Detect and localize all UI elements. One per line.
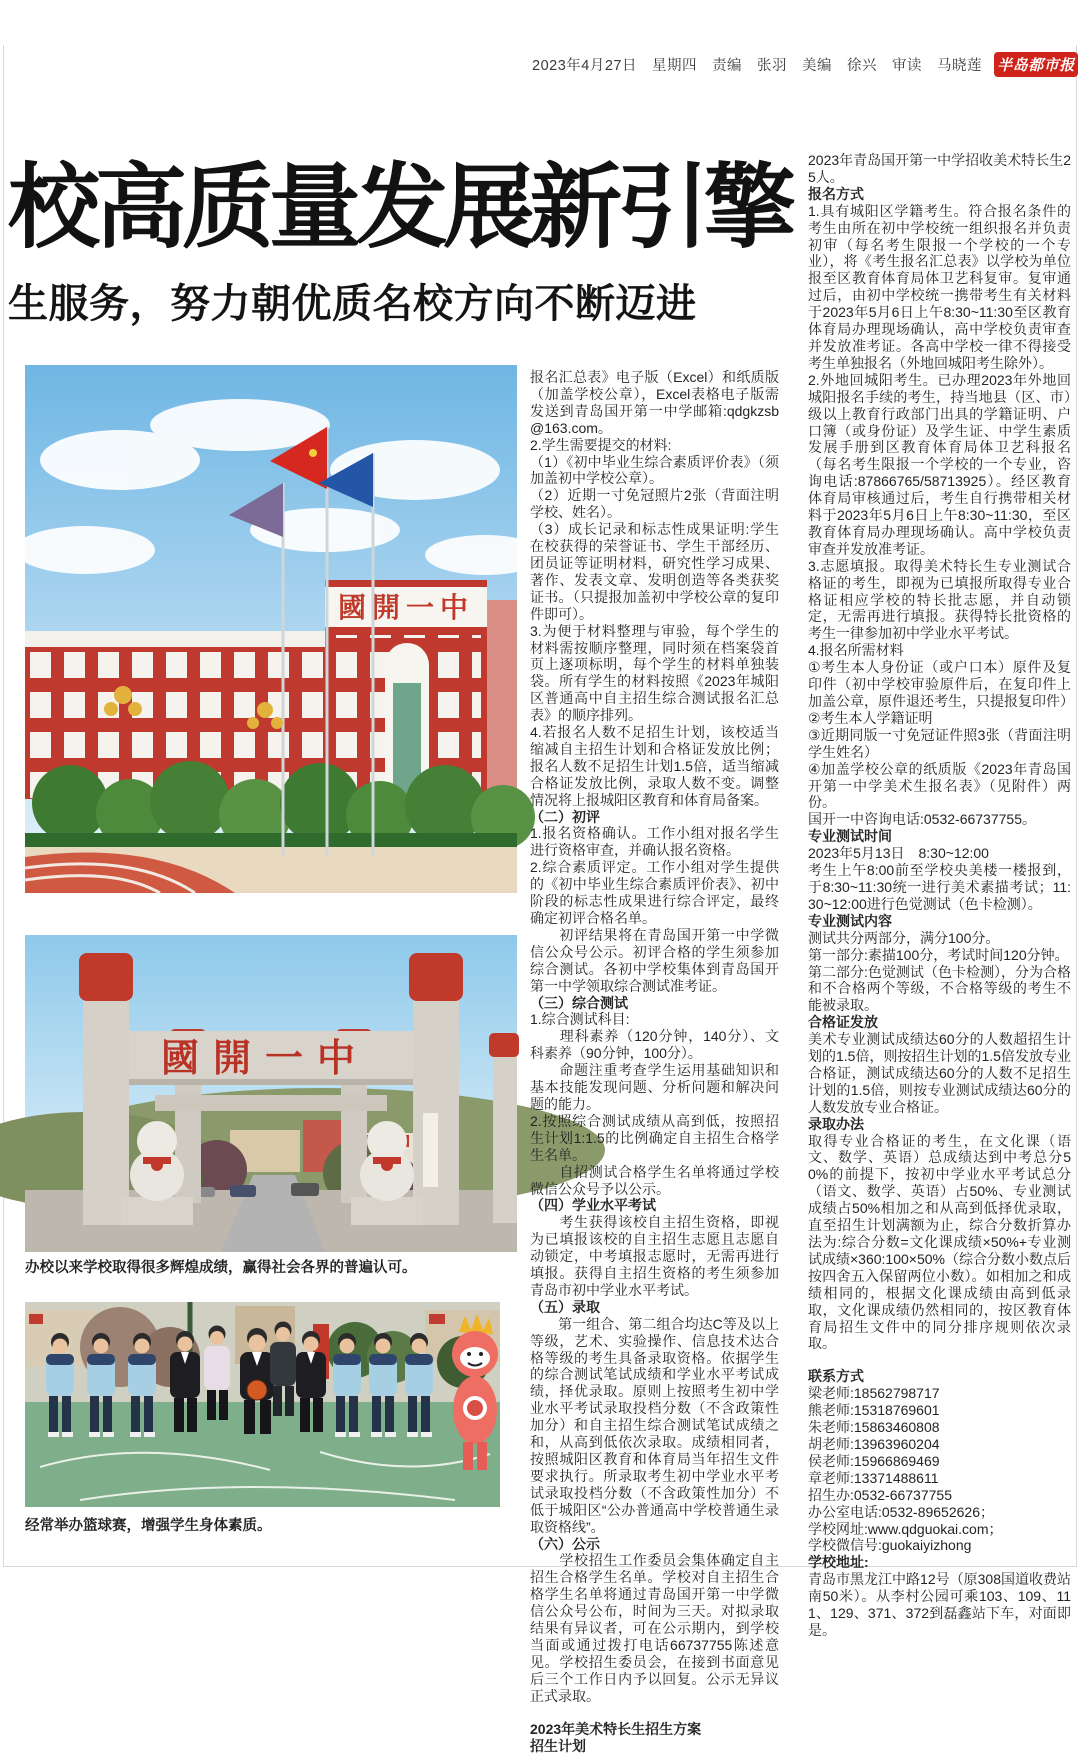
article-paragraph: 1.具有城阳区学籍考生。符合报名条件的考生由所在初中学校统一组织报名并负责初审（每名考生限报一个学校的一个专业），将《考生报名汇总表》以学校为单位报至区教育体育局体卫艺科复审。复审通过后，由初中学校统一携带考生有关材料于2023年5月6日上午8:30~11:30至区教育体育局办理现场确认，高中学校负责审查并发放准考证。各高中学校一律不得接受考生单独报名（外地回城阳考生除外）。 — [808, 203, 1071, 372]
article-paragraph: ④加盖学校公章的纸质版《2023年青岛国开第一中学美术生报名表》（见附件）两份。 — [808, 761, 1071, 812]
newspaper-masthead: 半岛都市报 — [994, 52, 1078, 77]
article-paragraph: 1.报名资格确认。工作小组对报名学生进行资格审查，并确认报名资格。 — [530, 825, 779, 859]
flag-star — [309, 449, 317, 457]
teachers-in-suits — [170, 1322, 326, 1435]
article-paragraph: 青岛市黑龙江中路12号（原308国道收费站南50米）。从李村公园可乘103、109、111、129、371、372到磊鑫站下车，对面即是。 — [808, 1571, 1071, 1639]
section-heading: 合格证发放 — [808, 1014, 1071, 1031]
article-paragraph: 招生办:0532-66737755 — [808, 1487, 1071, 1504]
article-paragraph: 理科素养（120分钟，140分）、文科素养（90分钟，100分）。 — [530, 1028, 779, 1062]
section-heading: （二）初评 — [530, 809, 779, 826]
article-paragraph: ③近期同版一寸免冠证件照3张（背面注明学生姓名） — [808, 727, 1071, 761]
sub-headline: 生服务，努力朝优质名校方向不断迈进 — [8, 272, 768, 329]
article-paragraph: 测试共分两部分，满分100分。 — [808, 930, 1071, 947]
section-heading: 录取办法 — [808, 1116, 1071, 1133]
section-heading: （六）公示 — [530, 1536, 779, 1553]
article-paragraph: 报名汇总表》电子版（Excel）和纸质版（加盖学校公章），Excel表格电子版需发送到青岛国开第一中学邮箱:qdgkzsb@163.com。 — [530, 369, 779, 437]
article-paragraph: （1）《初中毕业生综合素质评价表》（须加盖初中学校公章）。 — [530, 454, 779, 488]
page-border-right — [1076, 45, 1077, 1566]
article-paragraph: 2.综合素质评定。工作小组对学生提供的《初中毕业生综合素质评价表》、初中阶段的标志性成果进行综合评定，最终确定初评合格名单。 — [530, 859, 779, 927]
article-paragraph: 第二部分:色觉测试（色卡检测），分为合格和不合格两个等级，不合格等级的考生不能被录取。 — [808, 964, 1071, 1015]
article-paragraph: 学校微信号:guokaiyizhong — [808, 1537, 1071, 1554]
article-paragraph: 朱老师:15863460808 — [808, 1419, 1071, 1436]
section-heading: 专业测试时间 — [808, 828, 1071, 845]
article-paragraph: （2）近期一寸免冠照片2张（背面注明学校、姓名）。 — [530, 487, 779, 521]
article-paragraph: 2.外地回城阳考生。已办理2023年外地回城阳报名手续的考生，持当地县（区、市）级以上教育行政部门出具的学籍证明、户口簿（或身份证）及学生证、中学生素质发展手册到区教育体育局体卫艺科报名（每名考生限报一个学校的一个专业，咨询电话:87866765/58713925）。经区教育体育局审核通过后，考生自行携带相关材料于2023年5月6日上午8:30~11:30，至区教育体育局办理现场确认。高中学校负责审查并发放准考证。 — [808, 372, 1071, 558]
caption-basketball-photo: 经常举办篮球赛，增强学生身体素质。 — [25, 1514, 500, 1535]
section-heading: （三）综合测试 — [530, 995, 779, 1012]
article-paragraph: 胡老师:13963960204 — [808, 1436, 1071, 1453]
article-paragraph: 考生上午8:00前至学校央美楼一楼报到，于8:30~11:30统一进行美术素描考试；11:30~12:00进行色觉测试（色卡检测）。 — [808, 862, 1071, 913]
section-heading: 学校地址: — [808, 1554, 1071, 1571]
article-paragraph: 章老师:13371488611 — [808, 1470, 1071, 1487]
article-paragraph: 2.学生需要提交的材料: — [530, 437, 779, 454]
basketball — [247, 1380, 267, 1400]
photo-school-gate — [25, 935, 517, 1252]
article-paragraph: 办公室电话:0532-89652626； — [808, 1504, 1071, 1521]
section-heading: （四）学业水平考试 — [530, 1197, 779, 1214]
section-heading: 2023年美术特长生招生方案 — [530, 1721, 779, 1738]
main-headline: 校高质量发展新引擎 — [8, 160, 768, 258]
article-paragraph: 自招测试合格学生名单将通过学校微信公众号予以公示。 — [530, 1164, 779, 1198]
article-column-middle — [530, 369, 779, 1541]
article-paragraph: 1.综合测试科目: — [530, 1011, 779, 1028]
article-paragraph: 第一部分:素描100分，考试时间120分钟。 — [808, 947, 1071, 964]
building-sign-text: 國開一中 — [338, 592, 474, 624]
article-paragraph: 侯老师:15966869469 — [808, 1453, 1071, 1470]
page-header — [0, 50, 1078, 78]
article-paragraph: 熊老师:15318769601 — [808, 1402, 1071, 1419]
article-paragraph: 学校招生工作委员会集体确定自主招生合格学生名单。学校对自主招生合格学生名单将通过青岛国开第一中学微信公众号公布，时间为三天。对拟录取结果有异议者，可在公示期内，到学校当面或通过拨打电话66737755陈述意见。学校招生委员会，在接到书面意见后三个工作日内予以回复。公示无异议正式录取。 — [530, 1552, 779, 1704]
article-paragraph: 3.志愿填报。取得美术特长生专业测试合格证的考生，即视为已填报所取得专业合格证相应学校的特长批志愿，并自动锁定，无需再进行填报。获得特长批资格的考生一律参加初中学业水平考试。 — [808, 558, 1071, 643]
article-paragraph: 2023年5月13日 8:30~12:00 — [808, 845, 1071, 862]
article-paragraph: 2.按照综合测试成绩从高到低，按照招生计划1:1.5的比例确定自主招生合格学生名单。 — [530, 1113, 779, 1164]
article-paragraph: ①考生本人身份证（或户口本）原件及复印件（初中学校审验原件后，在复印件上加盖公章，原件退还考生，只提报复印件） — [808, 659, 1071, 710]
article-paragraph: （3）成长记录和标志性成果证明:学生在校获得的荣誉证书、学生干部经历、团员证等证明材料，研究性学习成果、著作、发表文章、发明创造等各类获奖证书。（只提报加盖初中学校公章的复印件即可）。 — [530, 521, 779, 622]
article-paragraph: 命题注重考查学生运用基础知识和基本技能发现问题、分析问题和解决问题的能力。 — [530, 1062, 779, 1113]
article-paragraph: 考生获得该校自主招生资格，即视为已填报该校的自主招生志愿且志愿自动锁定，中考填报志愿时，无需再进行填报。获得自主招生资格的考生须参加青岛市初中学业水平考试。 — [530, 1214, 779, 1299]
article-paragraph: 取得专业合格证的考生，在文化课（语文、数学、英语）总成绩达到中考总分50%的前提下，按初中学业水平考试总分（语文、数学、英语）占50%、专业测试成绩占50%相加之和从高到低择优录取，直至招生计划满额为止，综合分数折算办法为:综合分数=文化课成绩×50%+专业测试成绩×360:100×50%（综合分数小数点后按四舍五入保留两位小数）。如相加之和成绩相同的，根据文化课成绩由高到低录取，文化课成绩仍然相同的，按区教育体育局招生文件中的同分排序规则依次录取。 — [808, 1133, 1071, 1353]
section-heading: 联系方式 — [808, 1368, 1071, 1385]
article-paragraph: 2023年青岛国开第一中学招收美术特长生25人。 — [808, 152, 1071, 186]
section-heading: 报名方式 — [808, 186, 1071, 203]
article-column-right — [808, 152, 1071, 1547]
photo-basketball-group — [25, 1302, 500, 1507]
article-paragraph: 国开一中咨询电话:0532-66737755。 — [808, 811, 1071, 828]
plaza-and-track — [25, 847, 517, 893]
edition-meta: 2023年4月27日 星期四 责编 张羽 美编 徐兴 审读 马晓莲 — [532, 54, 982, 75]
page-border-left — [3, 45, 4, 1566]
article-paragraph: 学校网址:www.qdguokai.com； — [808, 1521, 1071, 1538]
article-paragraph: ②考生本人学籍证明 — [808, 710, 1071, 727]
article-paragraph: 第一组合、第二组合均达C等及以上等级，艺术、实验操作、信息技术达合格等级的考生具备录取资格。依据学生的综合测试笔试成绩和学业水平考试成绩，择优录取。原则上按照考生初中学业水平考试录取投档分数（不含政策性加分）和自主招生综合测试笔试成绩之和，从高到低依次录取。成绩相同者，按照城阳区教育和体育局当年招生文件要求执行。所录取考生初中学业水平考试录取投档分数（不含政策性加分）不低于城阳区“公办普通高中学校普通生录取资格线”。 — [530, 1316, 779, 1536]
photo-school-building — [25, 365, 517, 893]
article-paragraph: 美术专业测试成绩达60分的人数超招生计划的1.5倍，则按招生计划的1.5倍发放专业合格证，测试成绩达60分的人数不足招生计划的1.5倍，则按专业测试成绩达60分的人数发放专业合格证。 — [808, 1031, 1071, 1116]
article-paragraph: 4.若报名人数不足招生计划，该校适当缩减自主招生计划和合格证发放比例；报名人数不足招生计划1.5倍，适当缩减合格证发放比例，录取人数不变。调整情况将上报城阳区教育和体育局备案。 — [530, 724, 779, 809]
section-heading: （五）录取 — [530, 1299, 779, 1316]
article-paragraph: 梁老师:18562798717 — [808, 1385, 1071, 1402]
article-paragraph: 初评结果将在青岛国开第一中学微信公众号公示。初评合格的学生须参加综合测试。各初中学校集体到青岛国开第一中学领取综合测试准考证。 — [530, 927, 779, 995]
caption-gate-photo: 办校以来学校取得很多辉煌成绩，赢得社会各界的普遍认可。 — [25, 1256, 517, 1277]
section-heading: 专业测试内容 — [808, 913, 1071, 930]
gate-sign-text: 國開一中 — [161, 1038, 369, 1080]
article-paragraph: 4.报名所需材料 — [808, 642, 1071, 659]
article-paragraph: 3.为便于材料整理与审验，每个学生的材料需按顺序整理，同时须在档案袋首页上逐项标明，每个学生的材料单独装袋。所有学生的材料按照《2023年城阳区普通高中自主招生综合测试报名汇总表》的顺序排列。 — [530, 623, 779, 724]
section-heading: 招生计划 — [530, 1738, 779, 1754]
